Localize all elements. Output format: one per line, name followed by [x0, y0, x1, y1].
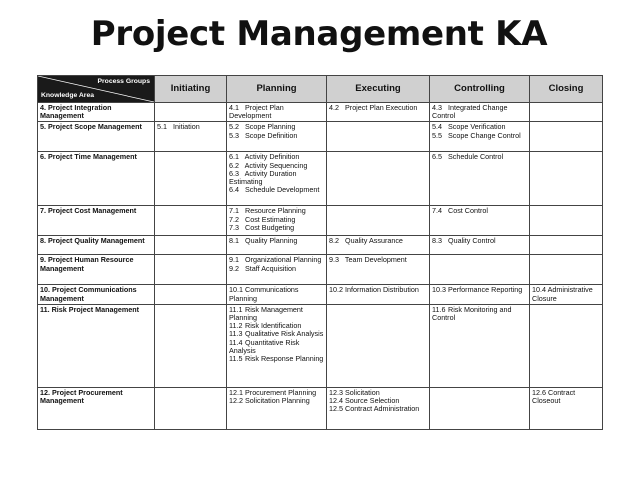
process-item	[229, 170, 324, 186]
header-controlling: Controlling	[430, 76, 530, 103]
header-planning: Planning	[227, 76, 327, 103]
process-cell	[227, 152, 327, 206]
process-item	[229, 355, 324, 363]
process-name: Resource Planning	[245, 206, 306, 216]
table-row	[38, 255, 603, 285]
process-name: Performance Reporting	[448, 285, 523, 295]
process-item	[157, 123, 224, 131]
process-name: Scope Verification	[448, 122, 506, 132]
process-item	[229, 265, 324, 273]
process-number: 6.3	[229, 168, 239, 178]
knowledge-area-name: 6. Project Time Management	[38, 152, 155, 206]
process-name: Administrative Closure	[532, 285, 593, 303]
process-number: 12.2	[229, 396, 243, 406]
process-cell	[227, 255, 327, 285]
process-name: Quantitative Risk Analysis	[229, 337, 300, 355]
process-number: 4.1	[229, 103, 239, 112]
table-row	[38, 285, 603, 304]
process-cell	[430, 387, 530, 429]
process-number: 12.5	[329, 404, 343, 414]
process-cell	[430, 206, 530, 236]
process-item	[432, 207, 527, 215]
process-number: 6.4	[229, 185, 239, 195]
process-number: 6.1	[229, 152, 239, 162]
process-name: Information Distribution	[345, 285, 419, 295]
process-cell	[430, 304, 530, 387]
process-cell	[530, 236, 603, 255]
process-cell	[327, 387, 430, 429]
process-name: Qualitative Risk Analysis	[245, 329, 324, 339]
process-name: Integrated Change Control	[432, 103, 508, 121]
process-item	[229, 104, 324, 120]
process-cell	[155, 103, 227, 122]
process-number: 5.1	[157, 122, 167, 132]
process-cell	[227, 285, 327, 304]
process-number: 11.6	[432, 304, 446, 314]
process-number: 10.1	[229, 285, 243, 295]
process-item	[229, 132, 324, 140]
page-title: Project Management KA	[90, 14, 548, 54]
process-name: Cost Control	[448, 206, 488, 216]
process-item	[229, 286, 324, 302]
process-cell	[530, 206, 603, 236]
process-number: 10.4	[532, 285, 546, 295]
process-number: 9.1	[229, 255, 239, 265]
header-executing: Executing	[327, 76, 430, 103]
process-number: 8.1	[229, 236, 239, 246]
process-name: Risk Identification	[245, 321, 302, 331]
process-cell	[155, 206, 227, 236]
process-cell	[430, 103, 530, 122]
process-name: Quality Control	[448, 236, 496, 246]
process-cell	[530, 387, 603, 429]
process-name: Schedule Control	[448, 152, 504, 162]
process-number: 12.6	[532, 387, 546, 397]
process-cell	[530, 103, 603, 122]
process-name: Cost Estimating	[245, 214, 296, 224]
process-number: 11.4	[229, 337, 243, 347]
process-cell	[155, 285, 227, 304]
process-number: 5.3	[229, 130, 239, 140]
process-name: Risk Response Planning	[245, 354, 324, 364]
process-cell	[530, 152, 603, 206]
process-item	[229, 397, 324, 405]
table-row	[38, 236, 603, 255]
process-cell	[155, 122, 227, 152]
process-name: Solicitation Planning	[245, 396, 310, 406]
process-number: 7.4	[432, 206, 442, 216]
process-item	[329, 104, 427, 112]
process-cell	[155, 152, 227, 206]
process-number: 7.2	[229, 214, 239, 224]
process-name: Initiation	[173, 122, 200, 132]
table-row	[38, 122, 603, 152]
process-name: Communications Planning	[229, 285, 299, 303]
table-row	[38, 304, 603, 387]
process-item	[329, 256, 427, 264]
process-name: Cost Budgeting	[245, 222, 295, 232]
process-item	[532, 286, 600, 302]
knowledge-area-table	[37, 75, 603, 430]
process-item	[329, 286, 427, 294]
process-item	[432, 237, 527, 245]
process-number: 10.3	[432, 285, 446, 295]
process-number: 11.3	[229, 329, 243, 339]
process-number: 7.1	[229, 206, 239, 216]
process-name: Scope Planning	[245, 122, 296, 132]
process-number: 12.4	[329, 396, 343, 406]
process-name: Contract Closeout	[532, 387, 576, 406]
process-number: 7.3	[229, 222, 239, 232]
knowledge-area-name: 10. Project Communications Management	[38, 285, 155, 304]
process-cell	[155, 387, 227, 429]
process-cell	[430, 236, 530, 255]
process-name: Organizational Planning	[245, 255, 322, 265]
knowledge-area-name: 5. Project Scope Management	[38, 122, 155, 152]
process-number: 4.2	[329, 103, 339, 112]
process-cell	[430, 122, 530, 152]
process-name: Activity Definition	[244, 152, 300, 162]
process-name: Scope Definition	[245, 130, 298, 140]
process-name: Risk Monitoring and Control	[432, 304, 512, 323]
knowledge-area-label: Knowledge Area	[41, 91, 95, 99]
process-cell	[430, 285, 530, 304]
process-name: Procurement Planning	[245, 387, 317, 397]
process-name: Scope Change Control	[448, 130, 521, 140]
process-name: Activity Sequencing	[244, 160, 308, 170]
process-item	[432, 132, 527, 140]
process-cell	[227, 122, 327, 152]
process-cell	[327, 255, 430, 285]
process-item	[532, 389, 600, 405]
knowledge-area-name: 4. Project Integration Management	[38, 103, 155, 122]
process-number: 6.5	[432, 152, 442, 162]
process-item	[229, 224, 324, 232]
corner-header	[38, 76, 155, 103]
header-initiating: Initiating	[155, 76, 227, 103]
table-row	[38, 387, 603, 429]
process-cell	[327, 103, 430, 122]
knowledge-area-name: 8. Project Quality Management	[38, 236, 155, 255]
process-name: Team Development	[344, 255, 407, 265]
process-number: 8.3	[432, 236, 442, 246]
process-cell	[227, 304, 327, 387]
process-name: Source Selection	[345, 396, 400, 406]
process-item	[432, 286, 527, 294]
process-cell	[430, 255, 530, 285]
process-cell	[530, 304, 603, 387]
process-name: Quality Planning	[245, 236, 298, 246]
process-number: 10.2	[329, 285, 343, 295]
process-number: 8.2	[329, 236, 339, 246]
process-number: 12.1	[229, 387, 243, 397]
process-item	[432, 104, 527, 120]
process-number: 11.1	[229, 304, 243, 314]
process-item	[432, 153, 527, 161]
process-cell	[155, 255, 227, 285]
process-cell	[530, 255, 603, 285]
process-number: 6.2	[229, 160, 239, 170]
table-row	[38, 206, 603, 236]
process-item	[229, 186, 324, 194]
process-name: Activity Duration Estimating	[229, 168, 297, 187]
process-cell	[327, 152, 430, 206]
process-name: Project Plan Execution	[345, 103, 418, 112]
process-number: 5.4	[432, 122, 442, 132]
process-name: Project Plan Development	[229, 103, 284, 121]
process-groups-label: Process Groups	[97, 78, 150, 85]
process-cell	[327, 304, 430, 387]
process-cell	[155, 304, 227, 387]
header-row	[38, 76, 603, 103]
process-cell	[327, 122, 430, 152]
process-number: 4.3	[432, 103, 442, 112]
process-cell	[227, 236, 327, 255]
process-number: 11.5	[229, 354, 243, 364]
process-cell	[327, 206, 430, 236]
knowledge-area-name: 11. Risk Project Management	[38, 304, 155, 387]
process-cell	[227, 206, 327, 236]
process-name: Schedule Development	[245, 185, 320, 195]
process-name: Staff Acquisition	[245, 263, 297, 273]
process-name: Solicitation	[345, 387, 380, 397]
process-cell	[155, 236, 227, 255]
process-cell	[227, 387, 327, 429]
header-closing: Closing	[530, 76, 603, 103]
knowledge-area-name: 7. Project Cost Management	[38, 206, 155, 236]
process-number: 5.2	[229, 122, 239, 132]
process-item	[432, 306, 527, 322]
process-item	[329, 405, 427, 413]
process-cell	[327, 285, 430, 304]
process-number: 12.3	[329, 387, 343, 397]
process-item	[329, 237, 427, 245]
table-row	[38, 103, 603, 122]
process-number: 11.2	[229, 321, 243, 331]
process-item	[229, 306, 324, 322]
process-name: Risk Management Planning	[229, 304, 303, 323]
process-cell	[530, 122, 603, 152]
process-cell	[327, 236, 430, 255]
process-cell	[430, 152, 530, 206]
process-number: 5.5	[432, 130, 442, 140]
process-item	[229, 339, 324, 355]
knowledge-area-name: 12. Project Procurement Management	[38, 387, 155, 429]
process-cell	[227, 103, 327, 122]
process-name: Contract Administration	[345, 404, 420, 414]
process-number: 9.3	[329, 255, 339, 265]
process-item	[229, 237, 324, 245]
process-name: Quality Assurance	[345, 236, 403, 246]
table-row	[38, 152, 603, 206]
process-number: 9.2	[229, 263, 239, 273]
knowledge-area-name: 9. Project Human Resource Management	[38, 255, 155, 285]
process-cell	[530, 285, 603, 304]
